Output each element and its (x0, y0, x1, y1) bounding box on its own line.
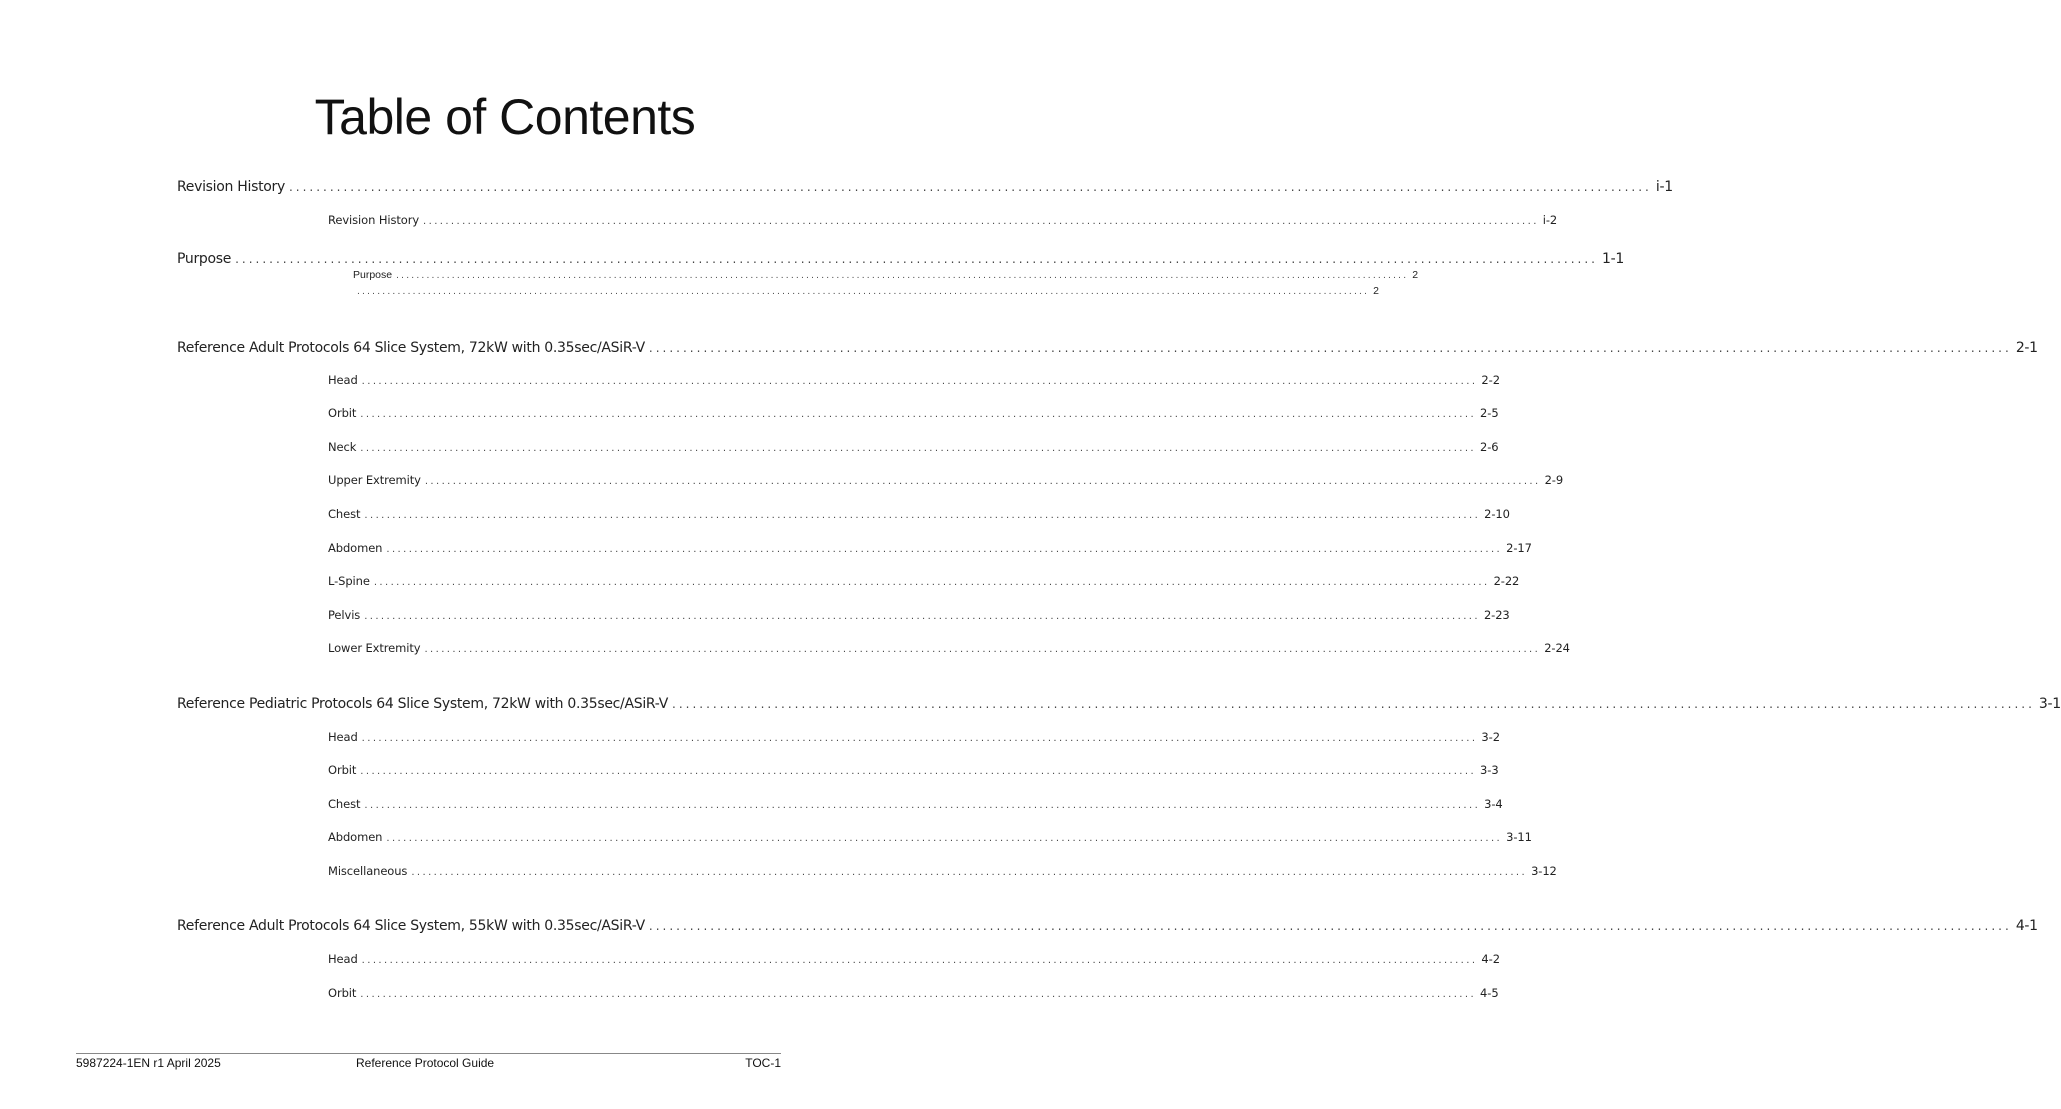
toc-entry-page: 2 (1373, 285, 1380, 297)
leader-dots: ........................................................................................................................................................................................................ (648, 919, 2012, 933)
toc-subentry-head[interactable] (328, 952, 1500, 966)
toc-subentry-abdomen[interactable] (328, 541, 1532, 555)
toc-subentry-chest[interactable] (328, 507, 1510, 521)
toc-subentry-untitled[interactable] (353, 285, 1380, 297)
toc-entry-page: 1-1 (1601, 251, 1624, 267)
toc-subentry-abdomen[interactable] (328, 830, 1532, 844)
toc-entry-label: Head (328, 952, 358, 966)
leader-dots: ........................................................................................................................................................................................................ (411, 867, 1528, 878)
toc-entry-label: Neck (328, 440, 357, 454)
toc-subentry-l-spine[interactable] (328, 574, 1520, 588)
leader-dots: ........................................................................................................................................................................................................ (364, 800, 1481, 811)
toc-entry-adult-55kw[interactable] (177, 918, 2038, 934)
leader-dots: ........................................................................................................................................................................................................ (423, 216, 1539, 227)
toc-entry-page: 2-1 (2015, 340, 2038, 356)
toc-entry-page: 2-23 (1483, 608, 1510, 622)
leader-dots: ........................................................................................................................................................................................................ (364, 611, 1480, 622)
toc-entry-page: 2-5 (1480, 406, 1499, 420)
toc-entry-label: Chest (328, 507, 361, 521)
leader-dots: ........................................................................................................................................................................................................ (373, 577, 1490, 588)
toc-entry-adult-72kw[interactable] (177, 340, 2038, 356)
toc-entry-label: Abdomen (328, 830, 383, 844)
toc-entry-label: Orbit (328, 406, 357, 420)
leader-dots: ........................................................................................................................................................................................................ (672, 697, 2035, 711)
toc-entry-page: 3-3 (1480, 763, 1499, 777)
leader-dots: ........................................................................................................................................................................................................ (396, 271, 1409, 281)
leader-dots: ........................................................................................................................................................................................................ (235, 252, 1598, 266)
toc-entry-label: Chest (328, 797, 361, 811)
leader-dots: ........................................................................................................................................................................................................ (424, 476, 1541, 487)
footer-doc-id: 5987224-1EN r1 April 2025 (76, 1056, 221, 1070)
leader-dots: ........................................................................................................................................................................................................ (386, 833, 1503, 844)
toc-subentry-head[interactable] (328, 730, 1500, 744)
toc-entry-page: 2-2 (1481, 373, 1500, 387)
toc-entry-label: Abdomen (328, 541, 383, 555)
toc-entry-page: 3-4 (1484, 797, 1503, 811)
leader-dots: ........................................................................................................................................................................................................ (360, 766, 1477, 777)
leader-dots: ........................................................................................................................................................................................................ (364, 510, 1481, 521)
toc-subentry-orbit[interactable] (328, 406, 1499, 420)
toc-subentry-orbit[interactable] (328, 986, 1499, 1000)
toc-subentry-revision-history[interactable] (328, 213, 1558, 227)
leader-dots: ........................................................................................................................................................................................................ (648, 341, 2012, 355)
toc-entry-label: Revision History (328, 213, 420, 227)
toc-entry-page: 3-1 (2038, 696, 2061, 712)
footer-page-number: TOC-1 (745, 1056, 781, 1070)
toc-entry-page: i-1 (1655, 179, 1673, 195)
toc-subentry-upper-extremity[interactable] (328, 473, 1564, 487)
leader-dots: ........................................................................................................................................................................................................ (357, 287, 1370, 297)
toc-entry-page: 2 (1412, 269, 1419, 281)
toc-subentry-neck[interactable] (328, 440, 1499, 454)
toc-entry-label: Reference Adult Protocols 64 Slice System, 55kW with 0.35sec/ASiR-V (177, 918, 645, 934)
footer-divider (76, 1053, 781, 1054)
toc-entry-page: 4-1 (2015, 918, 2038, 934)
toc-entry-page: 3-11 (1506, 830, 1532, 844)
toc-entry-pediatric-72kw[interactable] (177, 696, 2061, 712)
toc-entry-page: i-2 (1542, 213, 1558, 227)
toc-entry-page: 2-22 (1493, 574, 1520, 588)
toc-entry-label: Purpose (177, 251, 232, 267)
toc-subentry-chest[interactable] (328, 797, 1503, 811)
toc-subentry-orbit[interactable] (328, 763, 1499, 777)
leader-dots: ........................................................................................................................................................................................................ (288, 180, 1652, 194)
leader-dots: ........................................................................................................................................................................................................ (361, 955, 1478, 966)
toc-entry-label: Miscellaneous (328, 864, 408, 878)
toc-entry-revision-history[interactable] (177, 179, 1673, 195)
toc-entry-label: Orbit (328, 986, 357, 1000)
page-title: Table of Contents (314, 89, 696, 145)
toc-entry-page: 2-6 (1480, 440, 1499, 454)
toc-entry-label: Orbit (328, 763, 357, 777)
toc-entry-page: 2-24 (1544, 641, 1570, 655)
leader-dots: ........................................................................................................................................................................................................ (360, 989, 1477, 1000)
toc-entry-label: Purpose (353, 269, 393, 281)
toc-entry-label: Revision History (177, 179, 285, 195)
toc-subentry-head[interactable] (328, 373, 1500, 387)
leader-dots: ........................................................................................................................................................................................................ (360, 409, 1477, 420)
toc-entry-page: 4-2 (1481, 952, 1500, 966)
leader-dots: ........................................................................................................................................................................................................ (361, 376, 1478, 387)
toc-subentry-pelvis[interactable] (328, 608, 1510, 622)
leader-dots: ........................................................................................................................................................................................................ (361, 733, 1478, 744)
toc-entry-label: Upper Extremity (328, 473, 421, 487)
toc-entry-label: Head (328, 373, 358, 387)
toc-entry-page: 3-12 (1531, 864, 1557, 878)
toc-entry-label: Pelvis (328, 608, 361, 622)
leader-dots: ........................................................................................................................................................................................................ (360, 443, 1477, 454)
leader-dots: ........................................................................................................................................................................................................ (386, 544, 1503, 555)
toc-entry-page: 2-9 (1544, 473, 1564, 487)
toc-entry-label: L-Spine (328, 574, 370, 588)
toc-entry-page: 2-10 (1484, 507, 1510, 521)
toc-subentry-purpose[interactable] (353, 269, 1419, 281)
toc-subentry-lower-extremity[interactable] (328, 641, 1570, 655)
toc-entry-label: Reference Pediatric Protocols 64 Slice System, 72kW with 0.35sec/ASiR-V (177, 696, 668, 712)
toc-subentry-miscellaneous[interactable] (328, 864, 1557, 878)
footer-doc-title: Reference Protocol Guide (356, 1056, 495, 1070)
toc-entry-page: 4-5 (1480, 986, 1499, 1000)
toc-entry-label: Head (328, 730, 358, 744)
toc-entry-page: 3-2 (1481, 730, 1500, 744)
toc-entry-purpose[interactable] (177, 251, 1624, 267)
toc-entry-page: 2-17 (1506, 541, 1532, 555)
toc-entry-label: Reference Adult Protocols 64 Slice System, 72kW with 0.35sec/ASiR-V (177, 340, 645, 356)
leader-dots: ........................................................................................................................................................................................................ (424, 644, 1541, 655)
toc-entry-label: Lower Extremity (328, 641, 421, 655)
